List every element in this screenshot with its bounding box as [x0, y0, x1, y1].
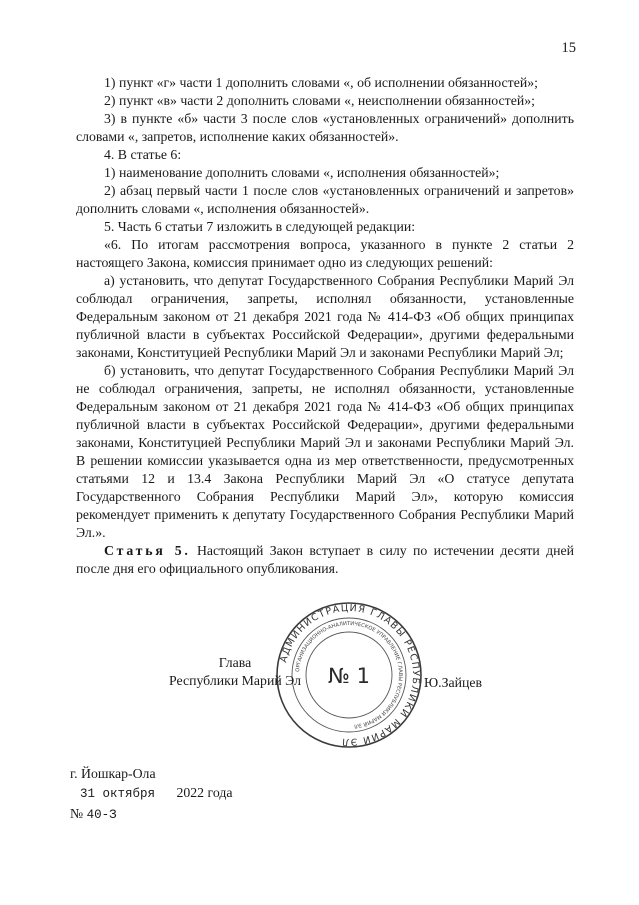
law-text — [76, 74, 574, 578]
signatory-name: Ю.Зайцев — [424, 675, 483, 690]
paragraph: 2) абзац первый части 1 после слов «установленных ограничений и запретов» дополнить словами «, исполнения обязанностей». — [76, 183, 574, 216]
document-footer — [70, 764, 232, 825]
signatory-title-line2: Республики Марий Эл — [169, 673, 301, 688]
paragraph: 1) наименование дополнить словами «, исполнения обязанностей»; — [104, 165, 500, 180]
paragraph: а) установить, что депутат Государственного Собрания Республики Марий Эл соблюдал ограничения, запреты, исполнял обязанности, установленные Федеральным законом от 21 декабря 2021 года № 414-ФЗ «Об общих принципах публичной власти в субъектах Российской Федерации», другими федеральными законами, Конституцией Республики Марий Эл и законами Республики Марий Эл; — [76, 273, 574, 360]
article-5-label: Статья 5. — [104, 543, 191, 558]
footer-date — [70, 783, 232, 804]
paragraph: 2) пункт «в» части 2 дополнить словами «, неисполнении обязанностей»; — [104, 93, 535, 108]
paragraph: 4. В статье 6: — [104, 147, 182, 162]
paragraph: б) установить, что депутат Государственного Собрания Республики Марий Эл не соблюдал ограничения, запреты, не исполнял обязанности, установленные Федеральным законом от 21 декабря 2021 года № 414-ФЗ «Об общих принципах публичной власти в субъектах Российской Федерации», другими федеральными законами, Конституцией Республики Марий Эл и законами Республики Марий Эл. В решении комиссии указывается одна из мер ответственности, предусмотренных статьями 12 и 13.4 Закона Республики Марий Эл «О статусе депутата Государственного Собрания Республики Марий Эл», которую комиссия рекомендует применить к депутату Государственного Собрания Республики Марий Эл.». — [76, 363, 574, 540]
paragraph: 5. Часть 6 статьи 7 изложить в следующей редакции: — [104, 219, 416, 234]
law-number-stamp: 40-З — [86, 808, 117, 822]
seal-inner-text: ОРГАНИЗАЦИОННО-АНАЛИТИЧЕСКОЕ УПРАВЛЕНИЕ ГЛАВЫ РЕСПУБЛИКИ МАРИЙ ЭЛ — [295, 620, 404, 729]
law-number-prefix: № — [70, 806, 87, 821]
date-stamp: 31 октября — [80, 787, 156, 801]
seal-number: № 1 — [328, 664, 370, 688]
signatory-title — [150, 654, 320, 690]
article-5-text: Настоящий Закон вступает в силу по истечении десяти дней после дня его официального опубликования. — [76, 543, 574, 576]
signatory-title-line1: Глава — [218, 655, 252, 670]
footer-law-number — [70, 804, 232, 825]
paragraph: 1) пункт «г» части 1 дополнить словами «, об исполнении обязанностей»; — [104, 75, 538, 90]
page-number: 15 — [561, 40, 576, 56]
date-year: 2022 года — [176, 785, 233, 800]
paragraph: 3) в пункте «б» части 3 после слов «установленных ограничений» дополнить словами «, запретов, исполнение каких обязанностей». — [76, 111, 574, 144]
article-5 — [76, 542, 574, 578]
seal-outer-text: АДМИНИСТРАЦИЯ ГЛАВЫ РЕСПУБЛИКИ МАРИЙ ЭЛ — [278, 602, 422, 748]
footer-city: г. Йошкар-Ола — [70, 766, 156, 781]
paragraph: «6. По итогам рассмотрения вопроса, указанного в пункте 2 статьи 2 настоящего Закона, комиссия принимает одно из следующих решений: — [76, 237, 574, 270]
